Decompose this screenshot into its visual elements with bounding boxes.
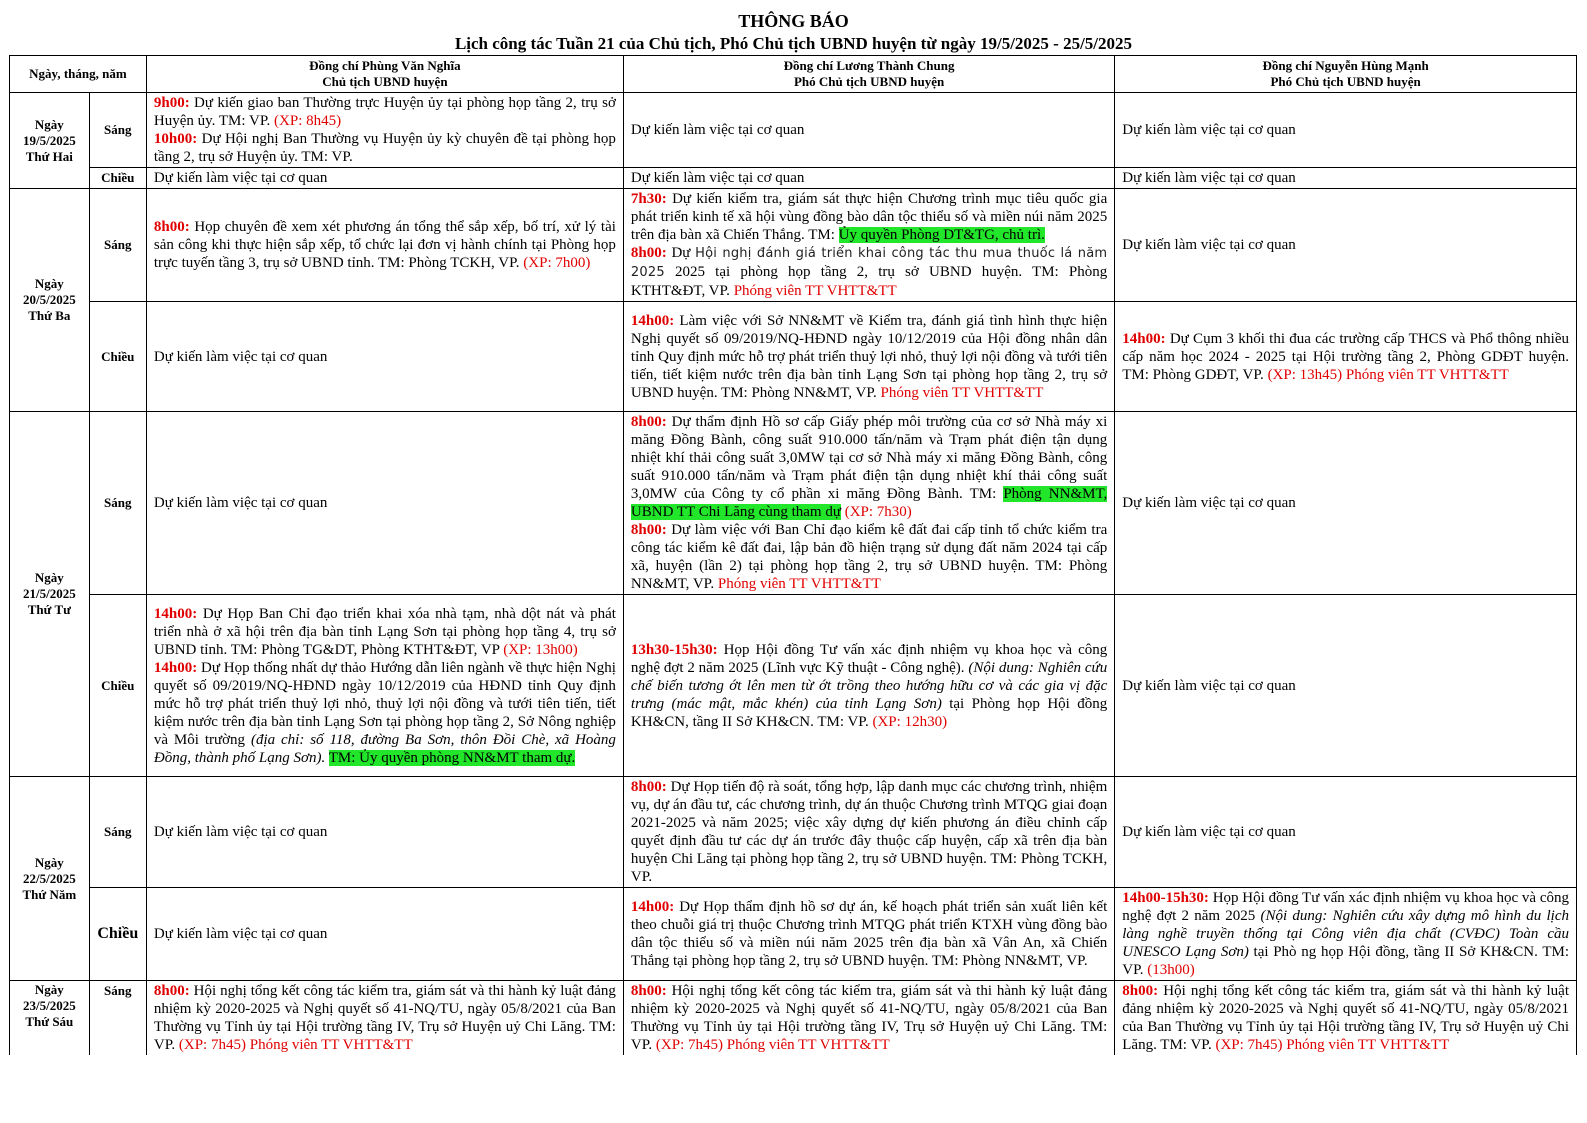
header-row xyxy=(10,56,1577,93)
table-row xyxy=(10,777,1577,888)
entry-cell: 14h00: Dự Họp Ban Chỉ đạo triển khai xóa nhà tạm, nhà dột nát và phát triển nhà ở xã hội trên địa bàn tỉnh Lạng Sơn tại phòng họp tầng 4, trụ sở UBND tỉnh. TM: Phòng TG&DT, Phòng KTHT&ĐT, VP (XP: 13h00) 14h00: Dự Họp thống nhất dự thảo Hướng dẫn liên ngành về thực hiện Nghị quyết số 09/2019/NQ-HĐND ngày 10/12/2019 của HĐND tỉnh Quy định mức hỗ trợ phát triển thuỷ lợi nhỏ, thuỷ lợi nội đồng và tưới tiên tiến, tiết kiệm nước trên địa bàn tỉnh Lạng Sơn tại phòng họp tầng 2, Sở Nông nghiệp và Môi trường (địa chỉ: số 118, đường Ba Sơn, thôn Đồi Chè, xã Hoàng Đồng, thành phố Lạng Sơn). TM: Ủy quyền phòng NN&MT tham dự. xyxy=(146,595,623,777)
page-subtitle: Lịch công tác Tuần 21 của Chủ tịch, Phó Chủ tịch UBND huyện từ ngày 19/5/2025 - 25/5/2025 xyxy=(454,34,1133,53)
session-morning: Sáng xyxy=(89,189,146,302)
entry-cell: 8h00: Hội nghị tổng kết công tác kiểm tra, giám sát và thi hành kỷ luật đảng nhiệm kỳ 2020-2025 và Nghị quyết số 41-NQ/TU, ngày 05/8/2021 của Ban Thường vụ Tỉnh ủy tại Hội trường tầng IV, Trụ sở Huyện uỷ Chi Lăng. TM: VP. (XP: 7h45) Phóng viên TT VHTT&TT xyxy=(623,981,1114,1056)
entry-cell: 8h00: Hội nghị tổng kết công tác kiểm tra, giám sát và thi hành kỷ luật đảng nhiệm kỳ 2020-2025 và Nghị quyết số 41-NQ/TU, ngày 05/8/2021 của Ban Thường vụ Tỉnh ủy tại Hội trường tầng IV, Trụ sở Huyện uỷ Chi Lăng. TM: VP. (XP: 7h45) Phóng viên TT VHTT&TT xyxy=(1115,981,1577,1056)
session-morning: Sáng xyxy=(89,412,146,595)
page-title: THÔNG BÁO xyxy=(738,11,849,31)
entry-cell: Dự kiến làm việc tại cơ quan xyxy=(146,302,623,412)
entry-cell: 14h00: Làm việc với Sở NN&MT về Kiểm tra, đánh giá tình hình thực hiện Nghị quyết số 09/2019/NQ-HĐND ngày 10/12/2019 của Hội đồng nhân dân tỉnh Quy định mức hỗ trợ phát triển thuỷ lợi nhỏ, thuỷ lợi nội đồng và tưới tiên tiến, tiết kiệm nước trên địa bàn tỉnh Lạng Sơn tại phòng họp tầng 2, trụ sở UBND huyện. TM: Phòng NN&MT, VP. Phóng viên TT VHTT&TT xyxy=(623,302,1114,412)
entry-cell: Dự kiến làm việc tại cơ quan xyxy=(146,888,623,981)
schedule-table xyxy=(9,55,1577,1055)
session-afternoon: Chiều xyxy=(89,888,146,981)
header-person-1: Đồng chí Phùng Văn Nghĩa Chủ tịch UBND huyện xyxy=(146,56,623,93)
entry-cell: Dự kiến làm việc tại cơ quan xyxy=(623,93,1114,168)
table-row xyxy=(10,93,1577,168)
entry-cell: 14h00: Dự Họp thẩm định hồ sơ dự án, kế hoạch phát triển sản xuất liên kết theo chuỗi giá trị thuộc Chương trình MTQG phát triển KTXH vùng đồng bào dân tộc thiểu số và miền núi năm 2025 trên địa bàn xã Vân An, xã Chiến Thắng tại phòng họp tầng 2, trụ sở UBND huyện. TM: Phòng NN&MT, VP. xyxy=(623,888,1114,981)
entry-cell: Dự kiến làm việc tại cơ quan xyxy=(1115,168,1577,189)
session-afternoon: Chiều xyxy=(89,595,146,777)
session-morning: Sáng xyxy=(89,981,146,1056)
day-cell: Ngày 21/5/2025 Thứ Tư xyxy=(10,412,90,777)
table-row xyxy=(10,168,1577,189)
table-row xyxy=(10,412,1577,595)
header-date: Ngày, tháng, năm xyxy=(10,56,147,93)
entry-cell: Dự kiến làm việc tại cơ quan xyxy=(1115,189,1577,302)
entry-cell: 8h00: Hội nghị tổng kết công tác kiểm tra, giám sát và thi hành kỷ luật đảng nhiệm kỳ 2020-2025 và Nghị quyết số 41-NQ/TU, ngày 05/8/2021 của Ban Thường vụ Tỉnh ủy tại Hội trường tầng IV, Trụ sở Huyện uỷ Chi Lăng. TM: VP. (XP: 7h45) Phóng viên TT VHTT&TT xyxy=(146,981,623,1056)
day-cell: Ngày 23/5/2025 Thứ Sáu xyxy=(10,981,90,1056)
entry-cell: Dự kiến làm việc tại cơ quan xyxy=(1115,93,1577,168)
day-cell: Ngày 22/5/2025 Thứ Năm xyxy=(10,777,90,981)
table-row xyxy=(10,888,1577,981)
entry-cell: Dự kiến làm việc tại cơ quan xyxy=(1115,595,1577,777)
entry-cell: Dự kiến làm việc tại cơ quan xyxy=(1115,412,1577,595)
session-morning: Sáng xyxy=(89,777,146,888)
entry-cell: Dự kiến làm việc tại cơ quan xyxy=(146,168,623,189)
entry-cell: 14h00: Dự Cụm 3 khối thi đua các trường cấp THCS và Phổ thông nhiều cấp năm học 2024 - 2025 tại Hội trường tầng 2, Phòng GDĐT huyện. TM: Phòng GDĐT, VP. (XP: 13h45) Phóng viên TT VHTT&TT xyxy=(1115,302,1577,412)
header-person-2: Đồng chí Lương Thành Chung Phó Chủ tịch UBND huyện xyxy=(623,56,1114,93)
table-row xyxy=(10,595,1577,777)
entry-cell: 14h00-15h30: Họp Hội đồng Tư vấn xác định nhiệm vụ khoa học và công nghệ đợt 2 năm 2025 (Nội dung: Nghiên cứu xây dựng mô hình du lịch làng nghề truyền thống tại Công viên địa chất (CVĐC) Toàn cầu UNESCO Lạng Sơn) tại Phò ng họp Hội đồng, tầng II Sở KH&CN. TM: VP. (13h00) xyxy=(1115,888,1577,981)
entry-cell: 13h30-15h30: Họp Hội đồng Tư vấn xác định nhiệm vụ khoa học và công nghệ đợt 2 năm 2025 (Lĩnh vực Kỹ thuật - Công nghệ). (Nội dung: Nghiên cứu chế biến tương ớt lên men từ ớt trồng theo hướng hữu cơ và các gia vị đặc trưng (mác mật, mắc khén) của tỉnh Lạng Sơn) tại Phòng họp Hội đồng KH&CN, tầng II Sở KH&CN. TM: VP. (XP: 12h30) xyxy=(623,595,1114,777)
session-afternoon: Chiều xyxy=(89,168,146,189)
highlight: TM: Ủy quyền phòng NN&MT tham dự. xyxy=(328,749,576,766)
entry-cell: Dự kiến làm việc tại cơ quan xyxy=(1115,777,1577,888)
entry-cell: 8h00: Dự Họp tiến độ rà soát, tổng hợp, lập danh mục các chương trình, nhiệm vụ, dự án đầu tư, các chương trình, dự án thuộc Chương trình MTQG giai đoạn 2021-2025 và năm 2025; việc xây dựng dự kiến phương án điều chỉnh cấp quyết định đầu tư các dự án trước đây thuộc cấp huyện, cấp xã trên địa bàn huyện Chi Lăng tại phòng họp tầng 2, trụ sở UBND huyện. TM: Phòng TCKH, VP. xyxy=(623,777,1114,888)
highlight: Ủy quyền Phòng DT&TG, chủ trì. xyxy=(838,227,1045,243)
day-cell: Ngày 20/5/2025 Thứ Ba xyxy=(10,189,90,412)
entry-cell: 9h00: Dự kiến giao ban Thường trực Huyện ủy tại phòng họp tầng 2, trụ sở Huyện ủy. TM: VP. (XP: 8h45) 10h00: Dự Hội nghị Ban Thường vụ Huyện ủy kỳ chuyên đề tại phòng họp tầng 2, trụ sở Huyện ủy. TM: VP. xyxy=(146,93,623,168)
entry-cell: 7h30: Dự kiến kiểm tra, giám sát thực hiện Chương trình mục tiêu quốc gia phát triển kinh tế xã hội vùng đồng bào dân tộc thiểu số và miền núi năm 2025 trên địa bàn xã Chiến Thắng. TM: Ủy quyền Phòng DT&TG, chủ trì. 8h00: Dự Hội nghị đánh giá triển khai công tác thu mua thuốc lá năm 2025 2025 tại phòng họp tầng 2, trụ sở UBND huyện. TM: Phòng KTHT&ĐT, VP. Phóng viên TT VHTT&TT xyxy=(623,189,1114,302)
session-afternoon: Chiều xyxy=(89,302,146,412)
table-row xyxy=(10,981,1577,1056)
table-row xyxy=(10,302,1577,412)
day-cell: Ngày 19/5/2025 Thứ Hai xyxy=(10,93,90,189)
entry-cell: 8h00: Dự thẩm định Hồ sơ cấp Giấy phép môi trường của cơ sở Nhà máy xi măng Đồng Bành, công suất 910.000 tấn/năm và Trạm phát điện tận dụng nhiệt khí thải công suất 3,0MW tại cơ sở Nhà máy xi măng Đồng Bành, công suất 910.000 tấn/năm và Trạm phát điện tận dụng nhiệt khí thải công suất 3,0MW của Công ty cổ phần xi măng Đồng Bành. TM: Phòng NN&MT, UBND TT Chi Lăng cùng tham dự (XP: 7h30) 8h00: Dự làm việc với Ban Chỉ đạo kiểm kê đất đai cấp tỉnh tổ chức kiểm tra công tác kiểm kê đất đai, lập bản đồ hiện trạng sử dụng đất năm 2024 tại cấp xã, huyện (lần 2) tại phòng họp tầng 2, trụ sở UBND huyện. TM: Phòng NN&MT, VP. Phóng viên TT VHTT&TT xyxy=(623,412,1114,595)
entry-cell: Dự kiến làm việc tại cơ quan xyxy=(146,412,623,595)
header-person-3: Đồng chí Nguyễn Hùng Mạnh Phó Chủ tịch UBND huyện xyxy=(1115,56,1577,93)
session-morning: Sáng xyxy=(89,93,146,168)
table-row xyxy=(10,189,1577,302)
entry-cell: Dự kiến làm việc tại cơ quan xyxy=(146,777,623,888)
highlight: Phòng NN&MT, UBND TT Chi Lăng cùng tham dự xyxy=(630,486,1108,520)
entry-cell: 8h00: Họp chuyên đề xem xét phương án tổng thể sắp xếp, bố trí, xử lý tài sản công khi thực hiện sắp xếp, tổ chức lại đơn vị hành chính tại Phòng họp trực tuyến tầng 3, trụ sở UBND tỉnh. TM: Phòng TCKH, VP. (XP: 7h00) xyxy=(146,189,623,302)
entry-cell: Dự kiến làm việc tại cơ quan xyxy=(623,168,1114,189)
